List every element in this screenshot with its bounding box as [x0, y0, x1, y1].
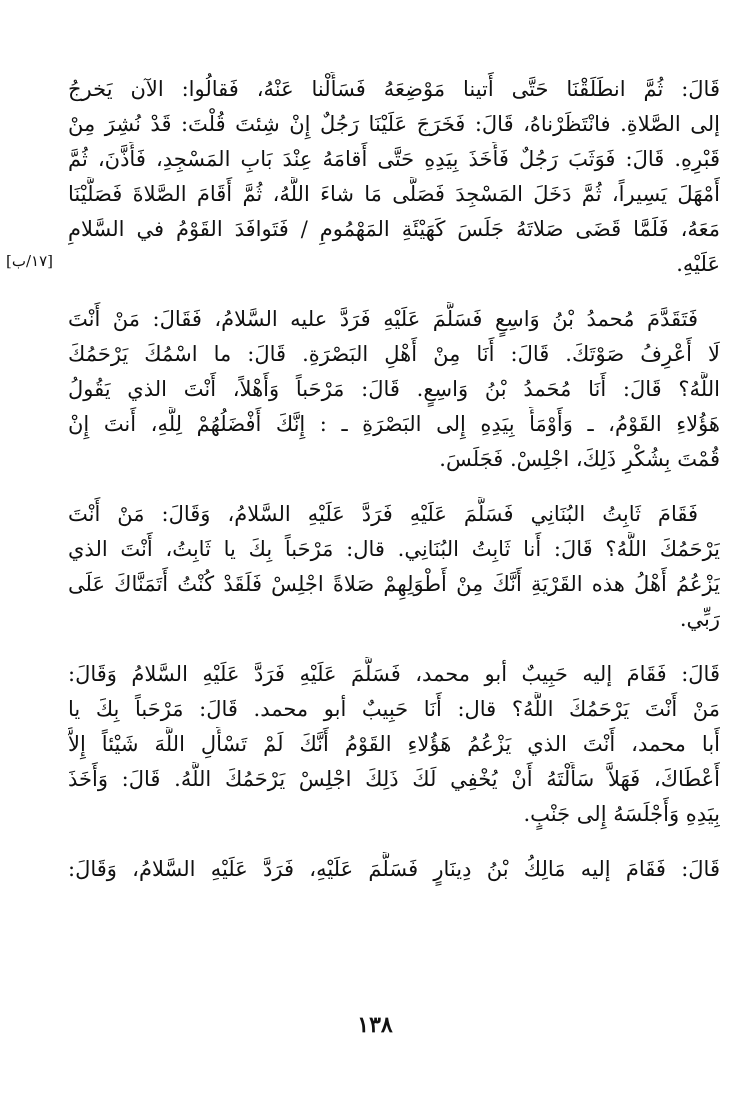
paragraph-1 [68, 72, 720, 282]
page-number: ١٣٨ [357, 1012, 393, 1038]
text-line: مَعَهُ، فَلَمَّا قَضَى صَلاتَهُ جَلَسَ كَهَيْئَةِ المَهْمُومِ / فَتَوافَدَ القَوْمُ في السَّلامِ [68, 217, 720, 241]
text-line: هَؤُلاءِ القَوْمُ، ـ وَأَوْمَأَ بِيَدِهِ إِلى البَصْرَةِ ـ : إِنَّكَ أَفْضَلُهُمْ لِلَّهِ، أَنتَ إِنْ [68, 412, 720, 436]
text-line: فَتَقَدَّمَ مُحمدُ بْنُ وَاسِعٍ فَسَلَّمَ عَلَيْهِ فَرَدَّ عليه السَّلامُ، فَقَالَ: مَنْ أَنْتَ [68, 307, 698, 331]
text-line: بِيَدِهِ وَأَجْلَسَهُ إِلى جَنْبٍ. [523, 802, 720, 826]
text-line: قُمْتَ بِشُكْرِ ذَلِكَ، اجْلِسْ. فَجَلَسَ. [439, 447, 720, 471]
paragraph-3 [68, 497, 720, 637]
text-line: يَزْعُمُ أَهْلُ هذه القَرْيَةِ أَنَّكَ مِنْ أَطْوَلِهِمْ صَلاةً اجْلِسْ فَلَقَدْ كُنْتُ أَتَمَنَّاكَ عَلَى [68, 572, 720, 596]
paragraph-4 [68, 657, 720, 832]
text-line: رَبِّي. [679, 607, 720, 631]
text-line: قَالَ: فَقَامَ إليه مَالِكُ بْنُ دِينَارٍ فَسَلَّمَ عَلَيْهِ، فَرَدَّ عَلَيْهِ السَّلامُ، وَقَالَ: [68, 857, 720, 881]
paragraph-5 [68, 852, 720, 887]
text-line: أَعْطَاكَ، فَهَلاَّ سَأَلْتَهُ أَنْ يُخْفِي لَكَ ذَلِكَ اجْلِسْ يَرْحَمُكَ اللَّهُ. قَالَ: وَأَخَذَ [68, 767, 720, 791]
margin-folio-note: [١٧/ب] [6, 252, 54, 270]
text-line: قَالَ: ثُمَّ انطَلَقْنَا حَتَّى أَتينا مَوْضِعَهُ فَسَأَلْنا عَنْهُ، فَقالُوا: الآن يَخرجُ [68, 77, 720, 101]
paragraph-2 [68, 302, 720, 477]
text-line: لَا أَعْرِفُ صَوْتَكَ. قَالَ: أَنَا مِنْ أَهْلِ البَصْرَةِ. قَالَ: ما اسْمُكَ يَرْحَمُكَ [68, 342, 720, 366]
text-line: إلى الصَّلاةِ. فانْتَظَرْناهُ، قَالَ: فَخَرَجَ عَلَيْنَا رَجُلٌ إِنْ شِئتَ قُلْتَ: قَدْ نُشِرَ مِنْ [68, 112, 720, 136]
main-text [68, 72, 720, 887]
text-line: اللَّهُ؟ قَالَ: أَنَا مُحَمدُ بْنُ وَاسِعٍ. قَالَ: مَرْحَباً وَأَهْلاً، أَنْتَ الذي يَقُولُ [68, 377, 720, 401]
text-line: أَبا محمد، أَنْتَ الذي يَزْعُمُ هَؤُلاءِ القَوْمُ أَنَّكَ لَمْ تَسْأَلِ اللَّهَ شَيْئاً إِلاَّ [68, 732, 720, 756]
text-line: قَبْرِهِ. قَالَ: فَوَثَبَ رَجُلٌ فَأَخَذَ بِيَدِهِ حَتَّى أَقامَهُ عِنْدَ بَابِ المَسْجِدِ، فَأَذَّنَ، ثُمَّ [68, 147, 720, 171]
text-line: مَنْ أَنْتَ يَرْحَمُكَ اللَّهُ؟ قال: أَنَا حَبِيبٌ أبو محمد. قَالَ: مَرْحَباً بِكَ يا [68, 697, 720, 721]
text-line: قَالَ: فَقَامَ إليه حَبِيبٌ أبو محمد، فَسَلَّمَ عَلَيْهِ فَرَدَّ عَلَيْهِ السَّلامُ وَقَالَ: [68, 662, 720, 686]
text-line: فَقَامَ ثَابِتُ البُنَانِي فَسَلَّمَ عَلَيْهِ فَرَدَّ عَلَيْهِ السَّلامُ، وَقَالَ: مَنْ أَنْتَ [68, 502, 698, 526]
text-line: أَمْهَلَ يَسِيراً، ثُمَّ دَخَلَ المَسْجِدَ فَصَلَّى مَا شاءَ اللَّهُ، ثُمَّ أَقَامَ الصَّلاةَ فَصَلَّيْنَا [68, 182, 720, 206]
text-line: عَلَيْهِ. [676, 252, 720, 276]
text-line: يَرْحَمُكَ اللَّهُ؟ قَالَ: أَنا ثَابِتُ البُنَانِي. قال: مَرْحَباً بِكَ يا ثَابِتُ، أَنْتَ الذي [68, 537, 720, 561]
